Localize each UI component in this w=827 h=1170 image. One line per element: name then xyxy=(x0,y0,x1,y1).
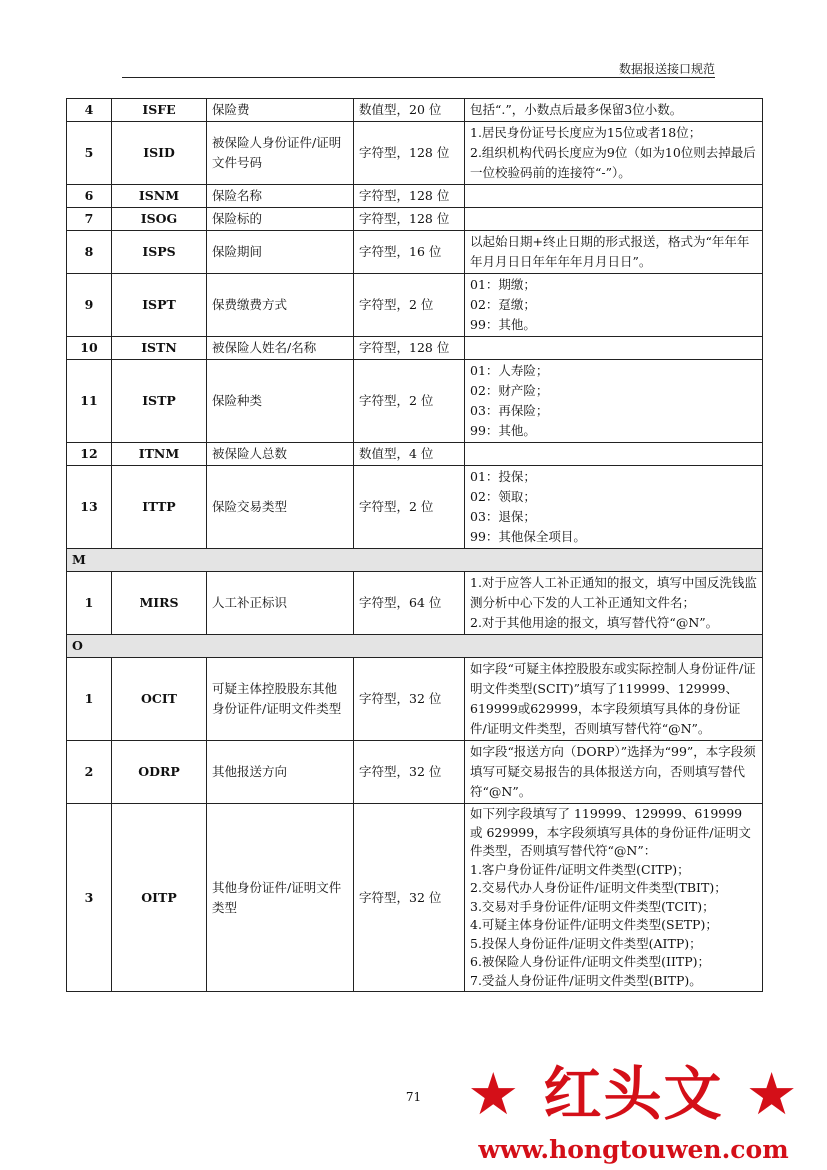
field-type-cell: 字符型，2 位 xyxy=(354,274,465,337)
field-number-cell: 5 xyxy=(67,122,112,185)
table-row xyxy=(67,804,763,992)
field-type-cell: 字符型，64 位 xyxy=(354,572,465,635)
field-code-cell: OITP xyxy=(112,804,207,992)
section-header-row xyxy=(67,635,763,658)
description-line: 01：人寿险； xyxy=(470,363,549,378)
field-type-cell: 数值型，4 位 xyxy=(354,443,465,466)
field-code-cell: ISPS xyxy=(112,231,207,274)
header-title: 数据报送接口规范 xyxy=(618,62,715,76)
description-line: 01：期缴； xyxy=(470,277,536,292)
field-code-cell: ODRP xyxy=(112,741,207,804)
table-row xyxy=(67,337,763,360)
field-name-cell: 保险期间 xyxy=(207,231,354,274)
field-description-cell xyxy=(465,741,763,804)
description-line: 6.被保险人身份证件/证明文件类型(IITP)； xyxy=(470,954,711,969)
description-line: 2.对于其他用途的报文，填写替代符“@N”。 xyxy=(470,615,719,630)
field-description-cell xyxy=(465,443,763,466)
field-description-cell xyxy=(465,99,763,122)
field-name-cell: 被保险人身份证件/证明文件号码 xyxy=(207,122,354,185)
field-code-cell: ISPT xyxy=(112,274,207,337)
field-type-cell: 字符型，2 位 xyxy=(354,466,465,549)
field-code-cell: ISID xyxy=(112,122,207,185)
field-number-cell: 1 xyxy=(67,658,112,741)
field-name-cell: 被保险人姓名/名称 xyxy=(207,337,354,360)
section-label: M xyxy=(67,549,763,572)
description-line: 5.投保人身份证件/证明文件类型(AITP)； xyxy=(470,935,702,951)
field-number-cell: 1 xyxy=(67,572,112,635)
field-type-cell: 字符型，128 位 xyxy=(354,208,465,231)
field-type-cell: 数值型，20 位 xyxy=(354,99,465,122)
description-line: 2.交易代办人身份证件/证明文件类型(TBIT)； xyxy=(470,880,727,895)
field-number-cell: 9 xyxy=(67,274,112,337)
field-description-cell xyxy=(465,122,763,185)
description-line: 如字段“报送方向（DORP）”选择为“99”，本字段须填写可疑交易报告的具体报送方向，否则填写替代符“@N”。 xyxy=(470,744,756,799)
description-line: 2.组织机构代码长度应为9位（如为10位则去掉最后一位校验码前的连接符“-”）。 xyxy=(470,145,756,180)
description-line: 02：趸缴； xyxy=(470,297,536,312)
field-type-cell: 字符型，128 位 xyxy=(354,185,465,208)
description-line: 02：领取； xyxy=(470,489,536,504)
field-type-cell: 字符型，2 位 xyxy=(354,360,465,443)
field-spec-table xyxy=(66,98,763,992)
field-number-cell: 7 xyxy=(67,208,112,231)
section-label: O xyxy=(67,635,763,658)
field-code-cell: ITNM xyxy=(112,443,207,466)
description-line: 1.对于应答人工补正通知的报文，填写中国反洗钱监测分析中心下发的人工补正通知文件名； xyxy=(470,575,757,610)
field-description-cell xyxy=(465,658,763,741)
field-code-cell: MIRS xyxy=(112,572,207,635)
field-description-cell xyxy=(465,274,763,337)
field-code-cell: ISOG xyxy=(112,208,207,231)
description-line: 包括“.”，小数点后最多保留3位小数。 xyxy=(470,102,683,117)
watermark-title: ★ 红头文 ★ xyxy=(467,1060,800,1128)
field-description-cell xyxy=(465,572,763,635)
description-line: 02：财产险； xyxy=(470,383,549,398)
header-divider xyxy=(122,77,715,78)
field-number-cell: 6 xyxy=(67,185,112,208)
field-number-cell: 10 xyxy=(67,337,112,360)
table-row xyxy=(67,99,763,122)
field-name-cell: 可疑主体控股股东其他身份证件/证明文件类型 xyxy=(207,658,354,741)
table-row xyxy=(67,466,763,549)
field-number-cell: 8 xyxy=(67,231,112,274)
field-type-cell: 字符型，128 位 xyxy=(354,337,465,360)
field-description-cell xyxy=(465,185,763,208)
field-number-cell: 3 xyxy=(67,804,112,992)
field-code-cell: ITTP xyxy=(112,466,207,549)
field-name-cell: 其他报送方向 xyxy=(207,741,354,804)
field-number-cell: 4 xyxy=(67,99,112,122)
description-line: 以起始日期+终止日期的形式报送，格式为“年年年年月月日日年年年年月月日日”。 xyxy=(470,234,750,269)
field-type-cell: 字符型，16 位 xyxy=(354,231,465,274)
field-name-cell: 被保险人总数 xyxy=(207,443,354,466)
field-number-cell: 13 xyxy=(67,466,112,549)
field-code-cell: ISTN xyxy=(112,337,207,360)
field-description-cell xyxy=(465,804,763,992)
description-line: 99：其他保全项目。 xyxy=(470,529,586,544)
watermark-url: www.hongtouwen.com xyxy=(478,1135,789,1164)
field-spec-table-body xyxy=(67,99,763,992)
field-name-cell: 保险种类 xyxy=(207,360,354,443)
table-row xyxy=(67,185,763,208)
table-row xyxy=(67,360,763,443)
field-code-cell: OCIT xyxy=(112,658,207,741)
field-description-cell xyxy=(465,360,763,443)
field-number-cell: 11 xyxy=(67,360,112,443)
description-line: 99：其他。 xyxy=(470,317,536,332)
field-name-cell: 保险费 xyxy=(207,99,354,122)
description-line: 01：投保； xyxy=(470,469,536,484)
table-row xyxy=(67,274,763,337)
field-type-cell: 字符型，32 位 xyxy=(354,741,465,804)
table-row xyxy=(67,122,763,185)
description-line: 4.可疑主体身份证件/证明文件类型(SETP)； xyxy=(470,917,718,932)
field-number-cell: 12 xyxy=(67,443,112,466)
field-name-cell: 保险交易类型 xyxy=(207,466,354,549)
table-row xyxy=(67,208,763,231)
description-line: 如字段“可疑主体控股股东或实际控制人身份证件/证明文件类型(SCIT)”填写了119999、129999、619999或629999，本字段须填写具体的身份证件/证明文件类型，否则填写替代符“@N”。 xyxy=(470,661,756,736)
page-number: 71 xyxy=(405,1090,422,1104)
field-type-cell: 字符型，32 位 xyxy=(354,658,465,741)
description-line: 03：退保； xyxy=(470,509,536,524)
description-line: 3.交易对手身份证件/证明文件类型(TCIT)； xyxy=(470,898,715,914)
field-name-cell: 人工补正标识 xyxy=(207,572,354,635)
field-description-cell xyxy=(465,337,763,360)
watermark-stamp xyxy=(440,1055,827,1170)
field-name-cell: 保费缴费方式 xyxy=(207,274,354,337)
field-code-cell: ISTP xyxy=(112,360,207,443)
table-row xyxy=(67,231,763,274)
field-number-cell: 2 xyxy=(67,741,112,804)
field-description-cell xyxy=(465,466,763,549)
field-type-cell: 字符型，32 位 xyxy=(354,804,465,992)
table-row xyxy=(67,572,763,635)
field-code-cell: ISNM xyxy=(112,185,207,208)
description-line: 如下列字段填写了 119999、129999、619999 或 629999，本字段须填写具体的身份证件/证明文件类型，否则填写替代符“@N”： xyxy=(470,806,751,858)
description-line: 7.受益人身份证件/证明文件类型(BITP)。 xyxy=(470,972,702,988)
field-code-cell: ISFE xyxy=(112,99,207,122)
field-description-cell xyxy=(465,231,763,274)
table-row xyxy=(67,741,763,804)
field-type-cell: 字符型，128 位 xyxy=(354,122,465,185)
field-name-cell: 保险名称 xyxy=(207,185,354,208)
section-header-row xyxy=(67,549,763,572)
field-name-cell: 保险标的 xyxy=(207,208,354,231)
description-line: 99：其他。 xyxy=(470,423,536,438)
description-line: 1.居民身份证号长度应为15位或者18位； xyxy=(470,125,702,140)
field-name-cell: 其他身份证件/证明文件类型 xyxy=(207,804,354,992)
table-row xyxy=(67,443,763,466)
field-description-cell xyxy=(465,208,763,231)
description-line: 03：再保险； xyxy=(470,403,549,418)
description-line: 1.客户身份证件/证明文件类型(CITP)； xyxy=(470,861,690,877)
table-row xyxy=(67,658,763,741)
